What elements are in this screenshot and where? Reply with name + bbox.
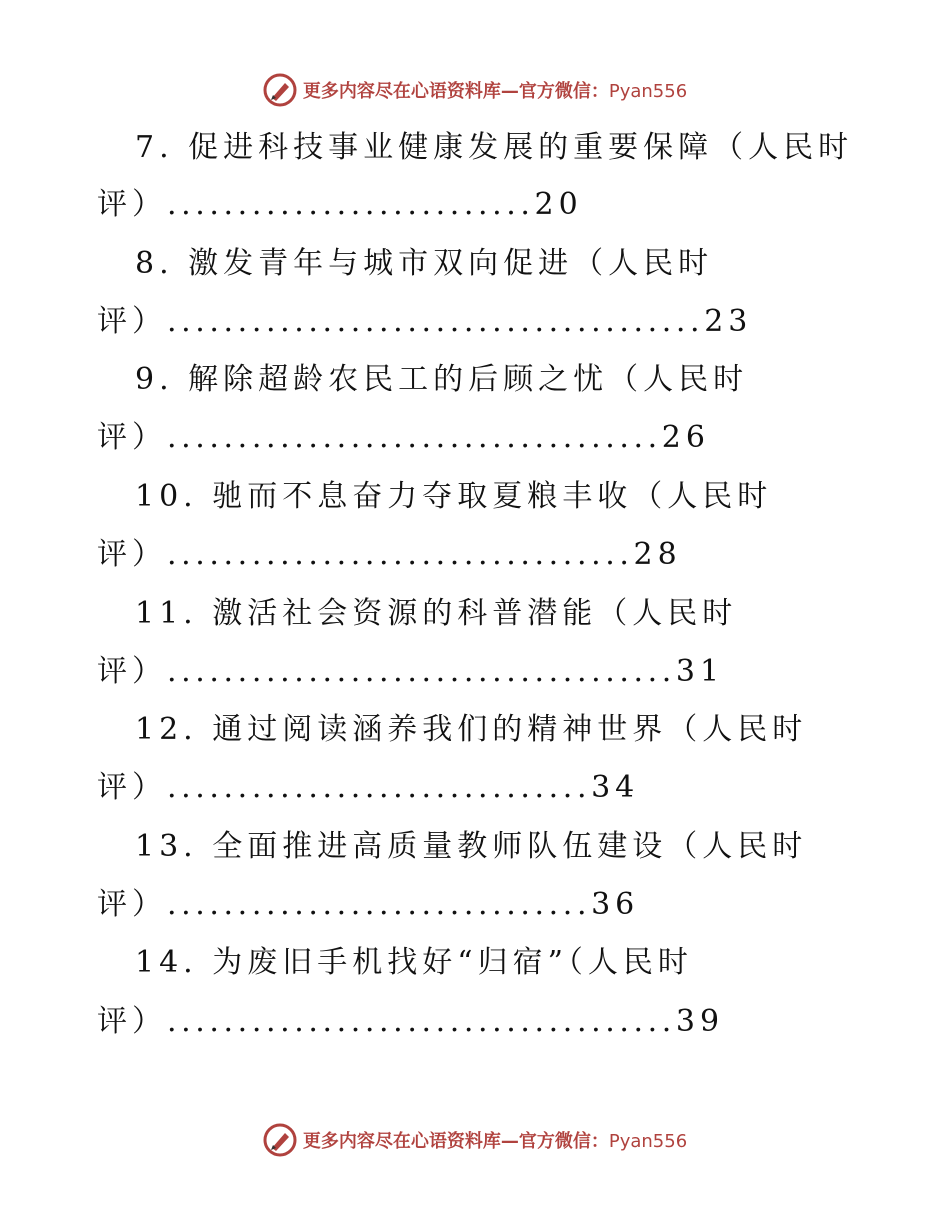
header-wechat-id: Pyan556 bbox=[608, 81, 688, 102]
toc-page-number: 36 bbox=[591, 887, 640, 922]
toc-entry-title-13: 13. 全面推进高质量教师队伍建设（人民时 bbox=[135, 829, 808, 864]
header-banner bbox=[0, 70, 950, 110]
toc-page-number: 26 bbox=[661, 420, 710, 455]
footer-banner-text: 更多内容尽在心语资料库—官方微信：Pyan556 bbox=[302, 1131, 688, 1152]
toc-page-number: 39 bbox=[675, 1004, 725, 1039]
toc-entry-title-8: 8. 激发青年与城市双向促进（人民时 bbox=[135, 246, 714, 281]
toc-page-number: 28 bbox=[633, 537, 682, 572]
toc-entry-title-7: 7. 促进科技事业健康发展的重要保障（人民时 bbox=[135, 130, 854, 165]
toc-entry-cont-13: 评）..............................36 bbox=[97, 887, 640, 922]
toc-entry-cont-14: 评）....................................39 bbox=[97, 1004, 725, 1039]
toc-entry-cont-8: 评）......................................23 bbox=[97, 304, 753, 339]
toc-entry-cont-9: 评）...................................26 bbox=[97, 420, 710, 455]
toc-entry-title-9: 9. 解除超龄农民工的后顾之忧（人民时 bbox=[135, 362, 749, 397]
toc-page-number: 34 bbox=[591, 770, 640, 805]
header-banner-text: 更多内容尽在心语资料库—官方微信：Pyan556 bbox=[302, 81, 688, 102]
toc-page-number: 23 bbox=[704, 304, 753, 339]
toc-page-number: 20 bbox=[534, 187, 583, 222]
toc-entry-title-14: 14. 为废旧手机找好“归宿”（人民时 bbox=[135, 945, 693, 980]
toc-entry-cont-10: 评）.................................28 bbox=[97, 537, 682, 572]
toc-entry-cont-12: 评）..............................34 bbox=[97, 770, 640, 805]
toc-entry-cont-11: 评）....................................31 bbox=[97, 654, 725, 689]
toc-entry-cont-7: 评）..........................20 bbox=[97, 187, 583, 222]
toc-entry-title-11: 11. 激活社会资源的科普潜能（人民时 bbox=[135, 596, 738, 631]
toc-entry-title-12: 12. 通过阅读涵养我们的精神世界（人民时 bbox=[135, 712, 808, 747]
footer-banner bbox=[0, 1120, 950, 1160]
toc-entry-title-10: 10. 驰而不息奋力夺取夏粮丰收（人民时 bbox=[135, 479, 773, 514]
pen-logo-icon bbox=[263, 73, 297, 107]
pen-logo-icon bbox=[263, 1123, 297, 1157]
toc-page-number: 31 bbox=[675, 654, 725, 689]
footer-wechat-id: Pyan556 bbox=[608, 1131, 688, 1152]
